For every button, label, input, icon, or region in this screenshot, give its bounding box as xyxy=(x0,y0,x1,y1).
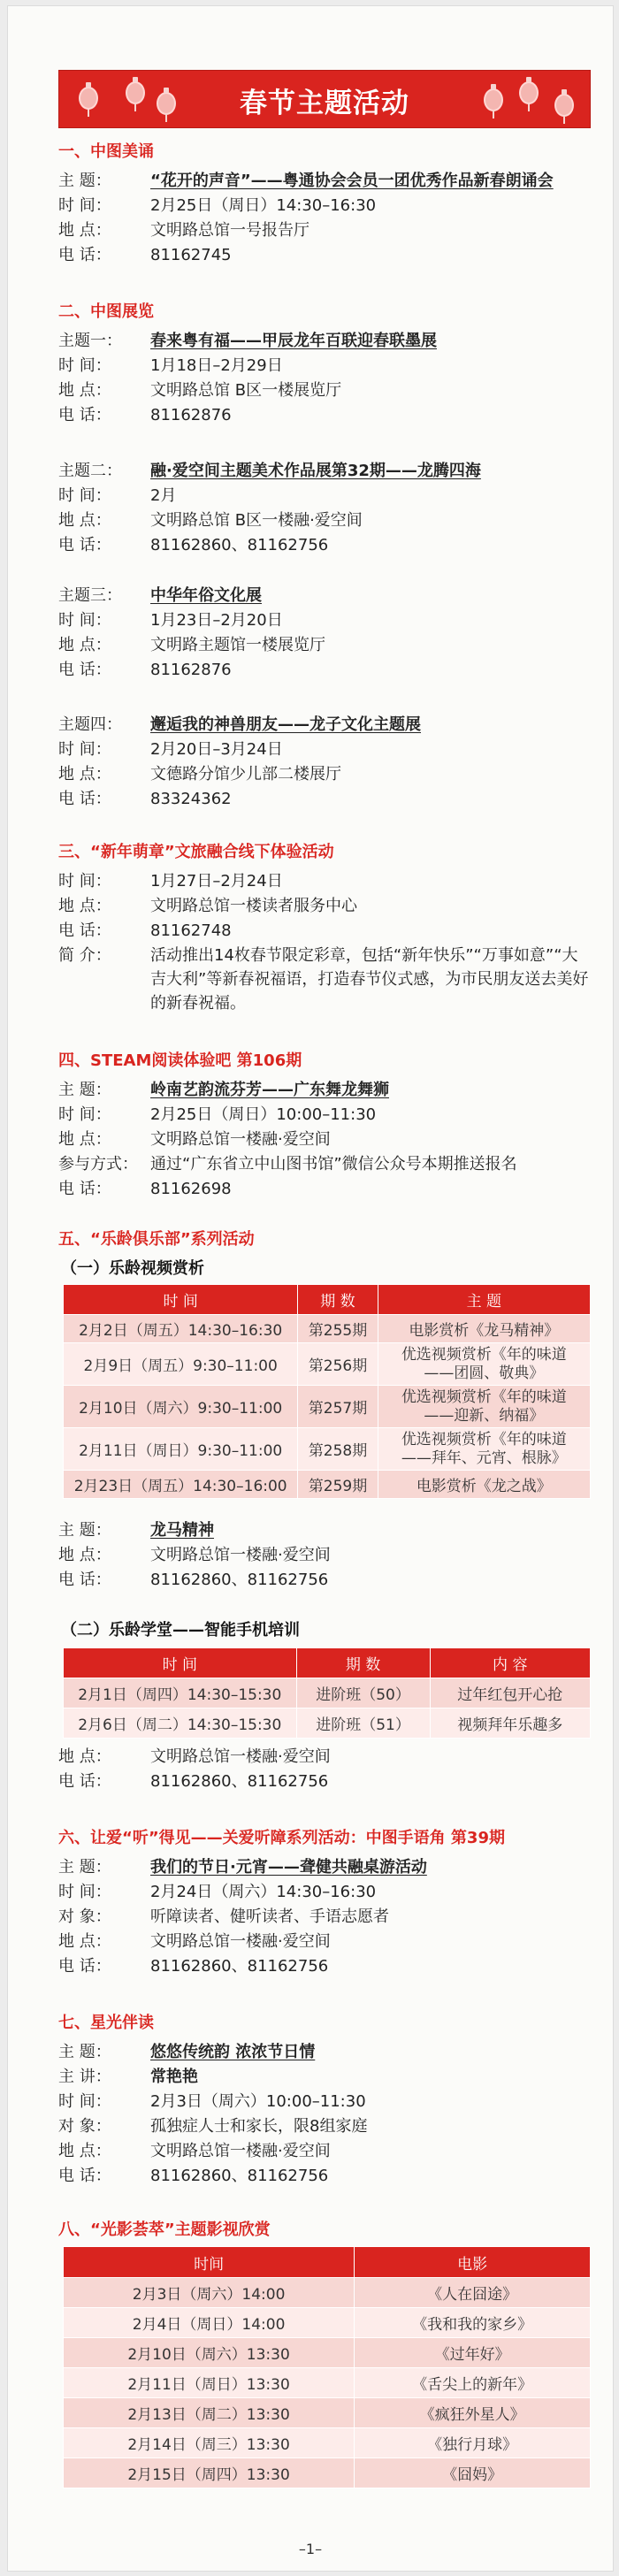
table-header-row xyxy=(64,1285,591,1315)
info-row xyxy=(58,405,607,426)
table-cell: 《疯狂外星人》 xyxy=(355,2398,591,2428)
table-row xyxy=(64,1708,591,1739)
info-row xyxy=(58,1545,607,1566)
section-title-2: 二、中图展览 xyxy=(58,302,154,321)
field-label: 主题一： xyxy=(58,332,122,350)
info-row xyxy=(58,2042,607,2063)
field-value-phone: 81162860、81162756 xyxy=(150,1957,329,1976)
info-row xyxy=(58,220,607,241)
field-value-theme: 融·爱空间主题美术作品展第32期——龙腾四海 xyxy=(150,462,481,480)
info-row xyxy=(58,380,607,401)
field-label: 时 间： xyxy=(58,611,111,630)
field-label: 对 象： xyxy=(58,1907,111,1926)
field-value-time: 2月24日（周六）14:30–16:30 xyxy=(150,1883,377,1901)
info-row xyxy=(58,789,607,810)
page-number: –1– xyxy=(298,2541,323,2557)
title-banner xyxy=(58,70,591,128)
table-cell: 过年红包开心抢 xyxy=(430,1678,590,1708)
info-row xyxy=(58,461,607,482)
section-title-7: 七、星光伴读 xyxy=(58,2014,154,2032)
field-value-place: 文明路主题馆一楼展览厅 xyxy=(150,636,325,654)
table-header: 期 数 xyxy=(296,1648,430,1678)
field-label: 主题二： xyxy=(58,462,122,480)
field-value-theme: 悠悠传统韵 浓浓节日情 xyxy=(150,2043,316,2061)
table-cell-text: ——拜年、元宵、根脉》 xyxy=(401,1449,567,1467)
field-label: 电 话： xyxy=(58,1571,111,1589)
field-value-theme: 龙马精神 xyxy=(150,1521,214,1540)
table-cell: 2月10日（周六）13:30 xyxy=(64,2338,355,2368)
info-row xyxy=(58,485,607,507)
info-row xyxy=(58,535,607,556)
field-label: 时 间： xyxy=(58,486,111,505)
info-row xyxy=(58,2166,607,2187)
field-label: 时 间： xyxy=(58,196,111,215)
field-label: 地 点： xyxy=(58,897,111,915)
section-title-8: 八、“光影荟萃”主题影视欣赏 xyxy=(58,2221,271,2239)
section-title-1: 一、中图美诵 xyxy=(58,142,154,161)
field-value-time: 2月25日（周日）14:30–16:30 xyxy=(150,196,377,215)
table-cell: 第258期 xyxy=(298,1428,378,1471)
field-value-theme: 中华年俗文化展 xyxy=(150,586,262,605)
field-label: 地 点： xyxy=(58,381,111,400)
field-value-theme: 我们的节日·元宵——聋健共融桌游活动 xyxy=(150,1858,427,1877)
table-cell xyxy=(378,1428,590,1471)
info-row xyxy=(58,1154,607,1175)
field-label: 地 点： xyxy=(58,765,111,784)
table-header-row xyxy=(64,2247,591,2278)
table-cell: 2月23日（周五）14:30–16:00 xyxy=(64,1471,298,1499)
field-label: 电 话： xyxy=(58,1957,111,1976)
table-header: 内 容 xyxy=(430,1648,590,1678)
table-cell-text: ——迎新、纳福》 xyxy=(424,1406,545,1425)
table-cell-text: 电影赏析《龙马精神》 xyxy=(409,1322,560,1340)
table-cell: 2月2日（周五）14:30–16:30 xyxy=(64,1315,298,1343)
field-value-phone: 81162698 xyxy=(150,1180,232,1198)
section-title-3: 三、“新年萌章”文旅融合线下体验活动 xyxy=(58,843,334,861)
table-row xyxy=(64,1343,591,1386)
field-label: 电 话： xyxy=(58,1180,111,1198)
info-row xyxy=(58,585,607,607)
video-schedule-table xyxy=(63,1284,591,1499)
info-row xyxy=(58,2091,607,2113)
info-row xyxy=(58,871,607,892)
field-value-place: 文明路总馆一楼融·爱空间 xyxy=(150,2142,331,2160)
table-cell: 2月15日（周四）13:30 xyxy=(64,2458,355,2488)
table-header: 电影 xyxy=(355,2247,591,2278)
table-cell: 2月11日（周日）9:30–11:00 xyxy=(64,1428,298,1471)
table-cell: 《独行月球》 xyxy=(355,2428,591,2458)
table-cell: 《我和我的家乡》 xyxy=(355,2308,591,2338)
table-header: 时 间 xyxy=(64,1285,298,1315)
field-label: 地 点： xyxy=(58,1546,111,1564)
field-value-time: 1月18日–2月29日 xyxy=(150,356,283,375)
field-label: 地 点： xyxy=(58,2142,111,2160)
field-value-place: 文明路总馆一楼融·爱空间 xyxy=(150,1932,331,1951)
field-label: 地 点： xyxy=(58,511,111,530)
info-row xyxy=(58,355,607,377)
info-row xyxy=(58,1771,607,1792)
table-cell: 第256期 xyxy=(298,1343,378,1386)
table-row xyxy=(64,2458,591,2488)
table-cell: 第257期 xyxy=(298,1386,378,1428)
field-label: 电 话： xyxy=(58,406,111,424)
field-value-phone: 81162860、81162756 xyxy=(150,2167,329,2185)
table-cell: 2月10日（周六）9:30–11:00 xyxy=(64,1386,298,1428)
table-cell: 2月9日（周五）9:30–11:00 xyxy=(64,1343,298,1386)
table-cell: 2月3日（周六）14:00 xyxy=(64,2278,355,2308)
field-value-place: 文明路总馆 B区一楼融·爱空间 xyxy=(150,511,363,530)
subsection-title: （一）乐龄视频赏析 xyxy=(61,1259,204,1278)
table-cell: 2月13日（周二）13:30 xyxy=(64,2398,355,2428)
table-cell: 2月1日（周四）14:30–15:30 xyxy=(64,1678,297,1708)
info-row xyxy=(58,245,607,266)
table-cell: 《过年好》 xyxy=(355,2338,591,2368)
table-cell: 进阶班（51） xyxy=(296,1708,430,1739)
table-header: 时间 xyxy=(64,2247,355,2278)
field-value-phone: 81162748 xyxy=(150,921,232,940)
table-cell: 2月4日（周日）14:00 xyxy=(64,2308,355,2338)
table-header-row xyxy=(64,1648,591,1678)
table-cell xyxy=(378,1343,590,1386)
banner-title: 春节主题活动 xyxy=(240,88,409,119)
field-value-time: 2月 xyxy=(150,486,177,505)
section-title-4: 四、STEAM阅读体验吧 第106期 xyxy=(58,1051,302,1070)
table-cell: 《囧妈》 xyxy=(355,2458,591,2488)
table-row xyxy=(64,2308,591,2338)
section-title-6: 六、让爱“听”得见——关爱听障系列活动：中图手语角 第39期 xyxy=(58,1829,505,1847)
info-row xyxy=(58,1129,607,1150)
field-value-phone: 81162860、81162756 xyxy=(150,536,329,554)
table-cell xyxy=(378,1386,590,1428)
info-row xyxy=(58,896,607,917)
info-row xyxy=(58,171,607,192)
field-label: 地 点： xyxy=(58,221,111,240)
field-value-place: 文明路总馆一号报告厅 xyxy=(150,221,310,240)
info-row xyxy=(58,1907,607,1928)
field-label: 主 题： xyxy=(58,1081,111,1099)
table-cell: 2月14日（周三）13:30 xyxy=(64,2428,355,2458)
table-cell: 《人在囧途》 xyxy=(355,2278,591,2308)
info-row xyxy=(58,2141,607,2162)
info-row xyxy=(58,739,607,761)
table-header: 主 题 xyxy=(378,1285,590,1315)
table-cell: 《舌尖上的新年》 xyxy=(355,2368,591,2398)
field-value-target: 孤独症人士和家长，限8组家庭 xyxy=(150,2117,368,2136)
field-label: 简 介： xyxy=(58,946,111,965)
info-row xyxy=(58,195,607,217)
info-row xyxy=(58,1570,607,1591)
field-value-time: 1月23日–2月20日 xyxy=(150,611,283,630)
info-row xyxy=(58,1747,607,1768)
field-label: 电 话： xyxy=(58,536,111,554)
field-label: 地 点： xyxy=(58,636,111,654)
film-schedule-table xyxy=(63,2246,591,2488)
table-row xyxy=(64,1386,591,1428)
info-row xyxy=(58,1179,607,1200)
table-cell: 视频拜年乐趣多 xyxy=(430,1708,590,1739)
field-label: 电 话： xyxy=(58,921,111,940)
info-row xyxy=(58,1956,607,1977)
field-label: 地 点： xyxy=(58,1130,111,1149)
table-cell-text: 优选视频赏析《年的味道 xyxy=(401,1430,567,1449)
info-row xyxy=(58,660,607,681)
table-row xyxy=(64,1428,591,1471)
table-cell: 第259期 xyxy=(298,1471,378,1499)
table-row xyxy=(64,2278,591,2308)
field-value-time: 2月3日（周六）10:00–11:30 xyxy=(150,2092,366,2111)
field-label: 时 间： xyxy=(58,356,111,375)
field-label: 主题四： xyxy=(58,715,122,734)
field-label: 主 题： xyxy=(58,1521,111,1540)
info-row xyxy=(58,715,607,736)
table-cell-text: 优选视频赏析《年的味道 xyxy=(401,1345,567,1364)
info-row xyxy=(58,2067,607,2088)
field-value-theme: 岭南艺韵流芬芳——广东舞龙舞狮 xyxy=(150,1081,389,1099)
field-label: 电 话： xyxy=(58,246,111,264)
info-row xyxy=(58,1080,607,1101)
table-row xyxy=(64,1471,591,1499)
info-row xyxy=(58,1520,607,1541)
field-label: 主 题： xyxy=(58,1858,111,1877)
info-row xyxy=(58,1105,607,1126)
field-value-theme: 春来粤有福——甲辰龙年百联迎春联墨展 xyxy=(150,332,437,350)
field-label: 时 间： xyxy=(58,872,111,891)
field-value-phone: 83324362 xyxy=(150,790,232,808)
field-value-phone: 81162876 xyxy=(150,661,232,679)
table-row xyxy=(64,1315,591,1343)
table-header: 期 数 xyxy=(298,1285,378,1315)
description-text: 活动推出14枚春节限定彩章，包括“新年快乐”“万事如意”“大吉大利”等新春祝福语，打造春节仪式感，为市民朋友送去美好的新春祝福。 xyxy=(150,946,589,1013)
field-value-theme: “花开的声音”——粤通协会会员一团优秀作品新春朗诵会 xyxy=(150,172,554,190)
field-value-speaker: 常艳艳 xyxy=(150,2068,198,2086)
info-row xyxy=(58,1882,607,1903)
info-row xyxy=(58,610,607,631)
table-cell xyxy=(378,1315,590,1343)
info-row xyxy=(58,2116,607,2137)
field-value-time: 2月25日（周日）10:00–11:30 xyxy=(150,1105,377,1124)
table-row xyxy=(64,1678,591,1708)
table-row xyxy=(64,2428,591,2458)
table-cell: 进阶班（50） xyxy=(296,1678,430,1708)
field-label: 主 题： xyxy=(58,172,111,190)
field-value-place: 文德路分馆少儿部二楼展厅 xyxy=(150,765,341,784)
field-value-place: 文明路总馆一楼融·爱空间 xyxy=(150,1546,331,1564)
field-value-phone: 81162876 xyxy=(150,406,232,424)
field-label: 主题三： xyxy=(58,586,122,605)
field-value-time: 1月27日–2月24日 xyxy=(150,872,283,891)
section-title-5: 五、“乐龄俱乐部”系列活动 xyxy=(58,1230,255,1249)
field-value-place: 文明路总馆一楼读者服务中心 xyxy=(150,897,357,915)
document-page xyxy=(7,5,614,2572)
field-value-phone: 81162860、81162756 xyxy=(150,1772,329,1791)
info-row xyxy=(58,510,607,531)
field-value-target: 听障读者、健听读者、手语志愿者 xyxy=(150,1907,389,1926)
field-label: 时 间： xyxy=(58,1105,111,1124)
subsection-title: （二）乐龄学堂——智能手机培训 xyxy=(61,1621,300,1640)
field-value-place: 文明路总馆 B区一楼展览厅 xyxy=(150,381,342,400)
info-row xyxy=(58,1857,607,1878)
table-cell xyxy=(378,1471,590,1499)
field-label: 电 话： xyxy=(58,1772,111,1791)
table-cell: 2月11日（周日）13:30 xyxy=(64,2368,355,2398)
table-cell: 2月6日（周二）14:30–15:30 xyxy=(64,1708,297,1739)
field-label: 对 象： xyxy=(58,2117,111,2136)
info-row xyxy=(58,635,607,656)
table-cell-text: 电影赏析《龙之战》 xyxy=(416,1478,552,1495)
field-label: 电 话： xyxy=(58,790,111,808)
field-value-time: 2月20日–3月24日 xyxy=(150,740,283,759)
field-label: 参与方式： xyxy=(58,1155,138,1173)
field-value-phone: 81162860、81162756 xyxy=(150,1571,329,1589)
info-row xyxy=(58,331,607,352)
field-value-place: 文明路总馆一楼融·爱空间 xyxy=(150,1747,331,1766)
table-row xyxy=(64,2398,591,2428)
training-table xyxy=(63,1647,591,1739)
field-value-theme: 邂逅我的神兽朋友——龙子文化主题展 xyxy=(150,715,421,734)
field-value-place: 文明路总馆一楼融·爱空间 xyxy=(150,1130,331,1149)
field-value-phone: 81162745 xyxy=(150,246,232,264)
field-label: 主 题： xyxy=(58,2043,111,2061)
field-label: 时 间： xyxy=(58,1883,111,1901)
info-row xyxy=(58,921,607,942)
info-row xyxy=(58,764,607,785)
field-label: 时 间： xyxy=(58,740,111,759)
table-row xyxy=(64,2338,591,2368)
table-cell-text: ——团圆、敬典》 xyxy=(424,1364,545,1382)
field-label: 主 讲： xyxy=(58,2068,111,2086)
field-value-method: 通过“广东省立中山图书馆”微信公众号本期推送报名 xyxy=(150,1155,517,1173)
table-row xyxy=(64,2368,591,2398)
table-header: 时 间 xyxy=(64,1648,297,1678)
field-label: 地 点： xyxy=(58,1932,111,1951)
table-cell: 第255期 xyxy=(298,1315,378,1343)
info-row xyxy=(58,1931,607,1953)
field-label: 地 点： xyxy=(58,1747,111,1766)
field-label: 时 间： xyxy=(58,2092,111,2111)
field-label: 电 话： xyxy=(58,661,111,679)
table-cell-text: 优选视频赏析《年的味道 xyxy=(401,1387,567,1406)
field-label: 电 话： xyxy=(58,2167,111,2185)
